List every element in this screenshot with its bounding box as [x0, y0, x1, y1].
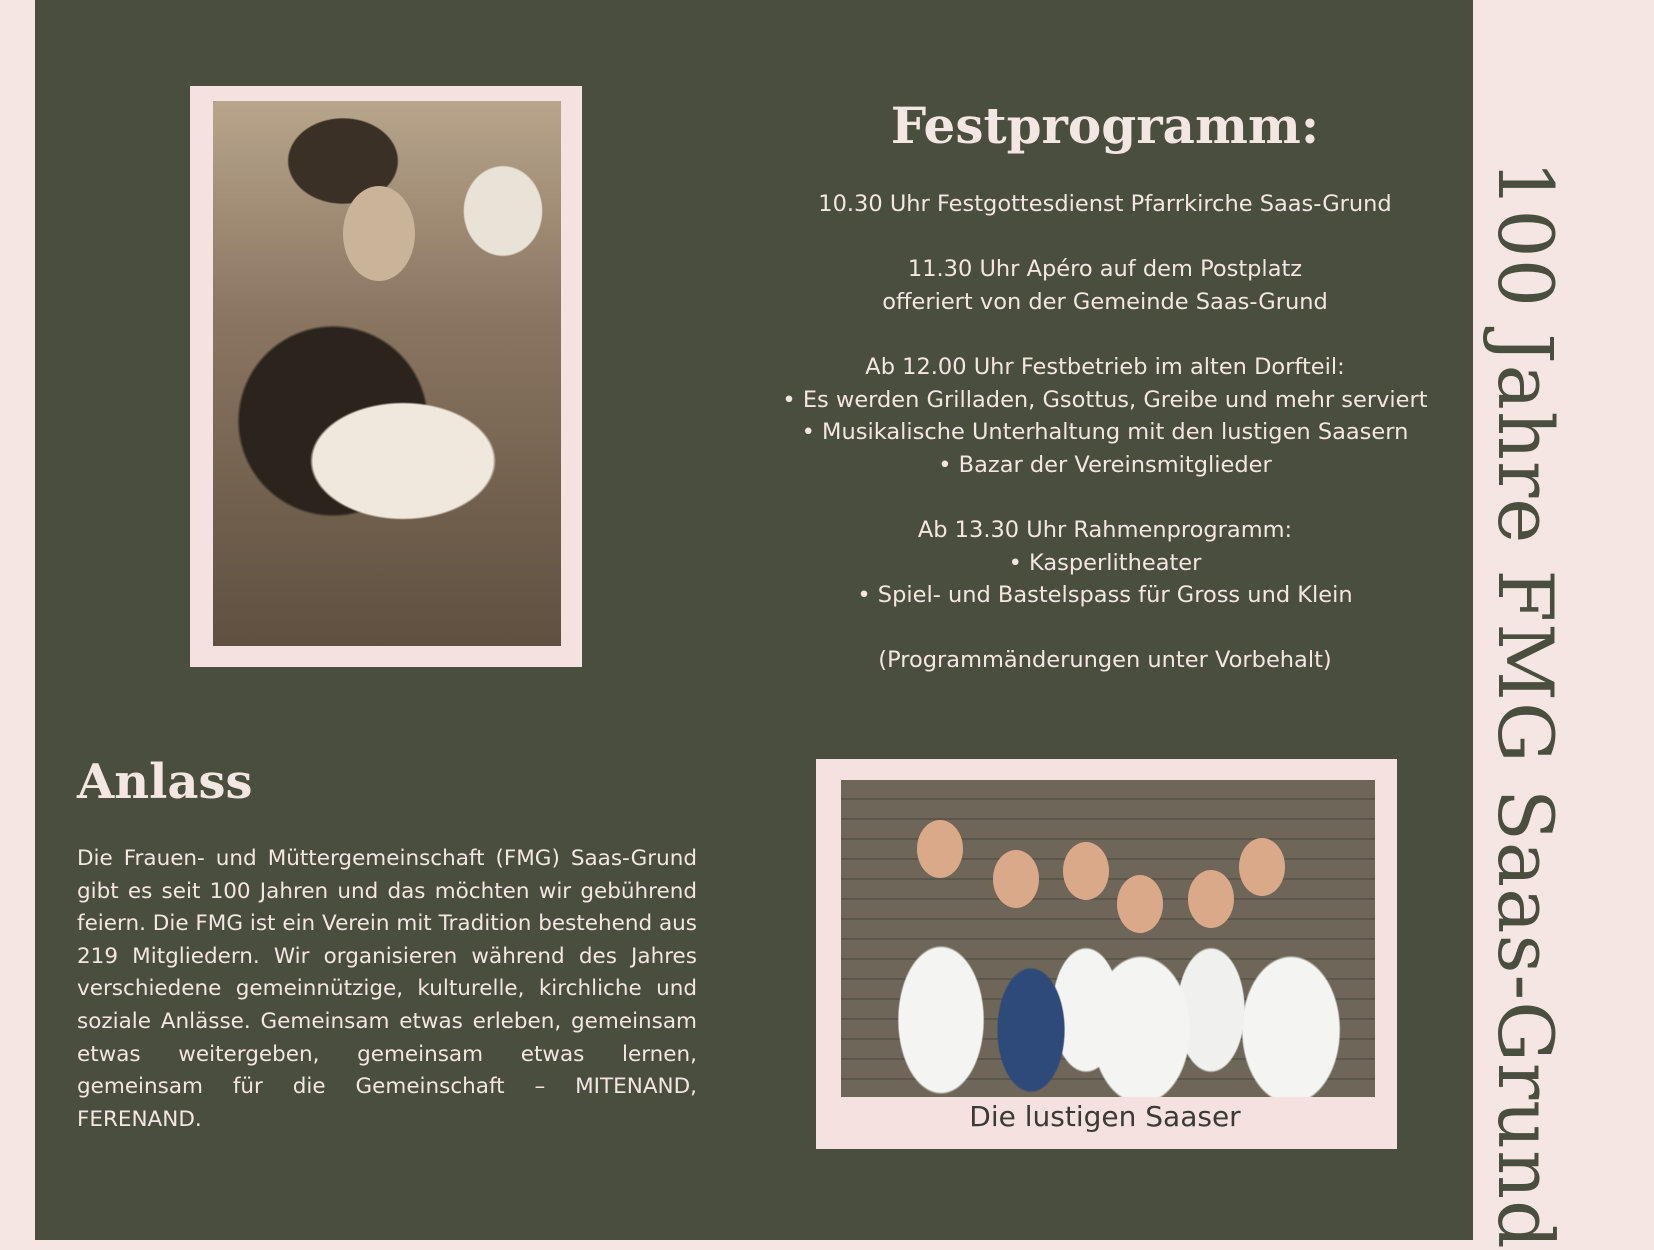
program-line: • Musikalische Unterhaltung mit den lustigen Saasern	[801, 419, 1409, 446]
program-line: (Programmänderungen unter Vorbehalt)	[878, 647, 1332, 674]
side-title: 100 Jahre FMG Saas-Grund	[1481, 160, 1570, 1250]
woman-face	[343, 186, 415, 281]
program-line: • Es werden Grilladen, Gsottus, Greibe und mehr serviert	[782, 386, 1428, 413]
program-block	[760, 188, 1450, 221]
program-line: 10.30 Uhr Festgottesdienst Pfarrkirche Saas-Grund	[818, 191, 1392, 217]
program-list	[760, 188, 1450, 710]
program-line: • Spiel- und Bastelspass für Gross und Klein	[857, 582, 1353, 609]
program-line: • Kasperlitheater	[1008, 549, 1202, 576]
face	[1239, 838, 1285, 896]
historic-photo-woman-with-lambs	[213, 101, 561, 646]
face	[1117, 875, 1163, 933]
group-photo-caption: Die lustigen Saaser	[969, 1100, 1241, 1133]
face	[917, 820, 963, 878]
program-line: 11.30 Uhr Apéro auf dem Postplatz	[907, 256, 1303, 283]
face	[993, 850, 1039, 908]
program-line: Ab 12.00 Uhr Festbetrieb im alten Dorfteil:	[865, 353, 1345, 380]
face	[1188, 870, 1234, 928]
program-block	[760, 644, 1450, 677]
program-block	[760, 351, 1450, 481]
anlass-paragraph: Die Frauen- und Müttergemeinschaft (FMG) Saas-Grund gibt es seit 100 Jahren und das möchten wir gebührend feiern. Die FMG ist ein Verein mit Tradition bestehend aus 219 Mitgliedern. Wir organisieren während des Jahres verschiedene gemeinnützige, kulturelle, kirchliche und soziale Anlässe. Gemeinsam etwas erleben, gemeinsam etwas weitergeben, gemeinsam etwas lernen, gemeinsam für die Gemeinschaft – MITENAND, FERENAND.	[77, 846, 697, 1132]
festprogramm-heading: Festprogramm:	[890, 96, 1320, 155]
group-photo-die-lustigen-saaser	[841, 780, 1375, 1097]
program-block	[760, 253, 1450, 318]
program-line: offeriert von der Gemeinde Saas-Grund	[882, 288, 1328, 315]
face	[1063, 842, 1109, 900]
program-block	[760, 514, 1450, 612]
program-line: Ab 13.30 Uhr Rahmenprogramm:	[917, 516, 1293, 543]
anlass-heading: Anlass	[77, 754, 253, 810]
program-line: • Bazar der Vereinsmitglieder	[938, 451, 1272, 478]
